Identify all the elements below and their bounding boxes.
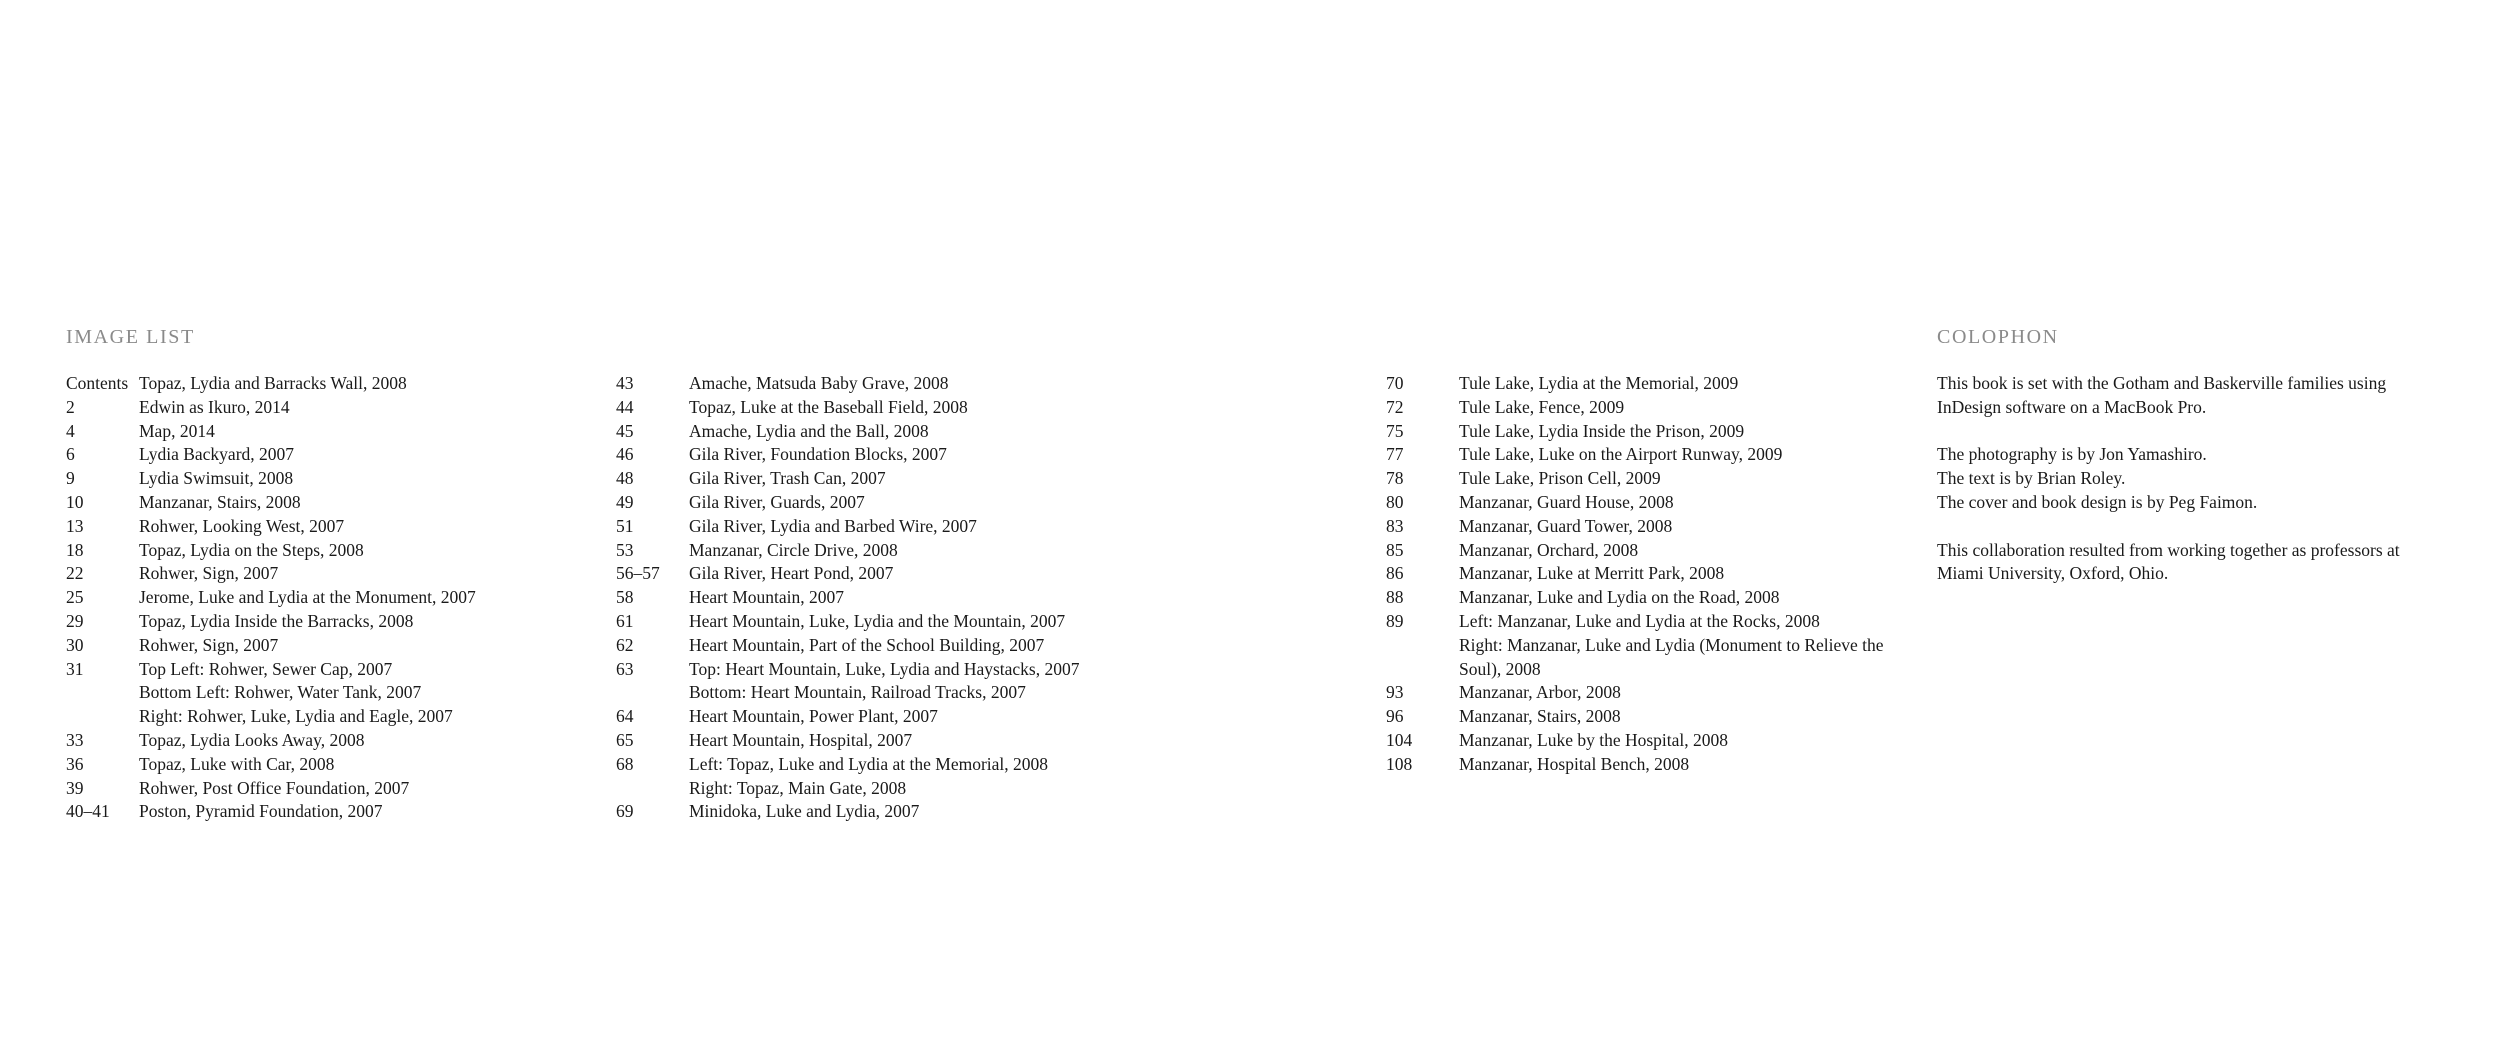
image-list-entry — [616, 539, 1080, 563]
page-number: 13 — [66, 515, 84, 536]
image-title: Jerome, Luke and Lydia at the Monument, 2007 — [139, 587, 476, 608]
image-title: Gila River, Foundation Blocks, 2007 — [689, 444, 947, 465]
image-list-entry — [616, 753, 1080, 801]
image-list-entry — [1386, 705, 1889, 729]
image-list-entry — [616, 705, 1080, 729]
image-title: Manzanar, Stairs, 2008 — [1459, 706, 1621, 727]
image-list-entry — [616, 443, 1080, 467]
image-titles — [1459, 372, 1889, 396]
page-number: 53 — [616, 539, 634, 560]
page-number: 80 — [1386, 491, 1404, 512]
image-list-entry — [1386, 610, 1889, 681]
image-titles — [689, 515, 977, 539]
image-title: Poston, Pyramid Foundation, 2007 — [139, 801, 383, 822]
page-number: 39 — [66, 777, 84, 798]
image-titles — [1459, 610, 1889, 681]
image-titles — [689, 753, 1048, 801]
image-title: Gila River, Guards, 2007 — [689, 491, 865, 512]
image-list-entry — [66, 443, 476, 467]
image-title: Manzanar, Stairs, 2008 — [139, 491, 301, 512]
image-title: Topaz, Lydia on the Steps, 2008 — [139, 539, 364, 560]
image-list-entry — [616, 586, 1080, 610]
image-title: Topaz, Luke at the Baseball Field, 2008 — [689, 396, 968, 417]
page-number: 33 — [66, 729, 84, 750]
image-title: Manzanar, Arbor, 2008 — [1459, 682, 1621, 703]
colophon-line: Miami University, Oxford, Ohio. — [1937, 563, 2169, 584]
page-number: 86 — [1386, 563, 1404, 584]
image-list-entry — [616, 467, 1080, 491]
image-titles — [139, 491, 301, 515]
image-titles — [689, 658, 1080, 706]
image-list-entry — [66, 372, 476, 396]
page-number: 43 — [616, 373, 634, 393]
image-titles — [139, 610, 413, 634]
page-number: 85 — [1386, 539, 1404, 560]
page-number: 104 — [1386, 729, 1413, 750]
page-number: 88 — [1386, 587, 1404, 608]
page-number: 44 — [616, 396, 634, 417]
image-title: Bottom: Heart Mountain, Railroad Tracks, 2007 — [689, 682, 1026, 703]
image-title: Top Left: Rohwer, Sewer Cap, 2007 — [139, 658, 393, 679]
image-list-entry — [616, 800, 1080, 824]
image-title: Edwin as Ikuro, 2014 — [139, 396, 290, 417]
image-titles — [689, 491, 865, 515]
image-titles — [1459, 586, 1889, 610]
image-title: Gila River, Heart Pond, 2007 — [689, 563, 894, 584]
image-titles — [139, 372, 407, 396]
image-titles — [139, 562, 278, 586]
image-list-entry — [1386, 562, 1889, 586]
image-list-column-2 — [616, 372, 1080, 824]
image-list-entry — [1386, 586, 1889, 610]
image-titles — [1459, 681, 1889, 705]
image-list-entry — [1386, 372, 1889, 396]
page-number: 70 — [1386, 373, 1404, 393]
image-title: Rohwer, Sign, 2007 — [139, 634, 279, 655]
image-list-entry — [1386, 729, 1889, 753]
page-number: 36 — [66, 753, 84, 774]
page-number: 64 — [616, 706, 634, 727]
page-number: 72 — [1386, 396, 1404, 417]
image-title: Tule Lake, Lydia at the Memorial, 2009 — [1459, 373, 1739, 393]
image-titles — [139, 800, 383, 824]
image-title: Amache, Lydia and the Ball, 2008 — [689, 420, 929, 441]
image-list-column-3 — [1386, 372, 1889, 777]
colophon-line: This book is set with the Gotham and Baskerville families using — [1937, 373, 2387, 393]
image-title: Rohwer, Sign, 2007 — [139, 563, 279, 584]
image-list-entry — [1386, 681, 1889, 705]
image-list-entry — [66, 658, 476, 729]
image-list-entry — [616, 420, 1080, 444]
image-list-entry — [616, 515, 1080, 539]
image-titles — [139, 753, 334, 777]
image-title: Amache, Matsuda Baby Grave, 2008 — [689, 373, 949, 393]
page-number: 10 — [66, 491, 84, 512]
colophon-line: The text is by Brian Roley. — [1937, 468, 2126, 489]
image-title: Manzanar, Luke and Lydia on the Road, 2008 — [1459, 587, 1780, 608]
image-title: Heart Mountain, 2007 — [689, 587, 845, 608]
image-list-entry — [1386, 753, 1889, 777]
image-title: Manzanar, Luke by the Hospital, 2008 — [1459, 729, 1729, 750]
image-list-entry — [66, 420, 476, 444]
page-number: 6 — [66, 444, 75, 465]
image-title: Topaz, Lydia Looks Away, 2008 — [139, 729, 365, 750]
image-list-entry — [1386, 443, 1889, 467]
image-titles — [139, 443, 294, 467]
image-title: Right: Topaz, Main Gate, 2008 — [689, 777, 907, 798]
image-titles — [139, 467, 293, 491]
image-title: Heart Mountain, Luke, Lydia and the Mountain, 2007 — [689, 610, 1066, 631]
image-list-entry — [66, 800, 476, 824]
page-number: 83 — [1386, 515, 1404, 536]
page-number: 61 — [616, 610, 634, 631]
page-number: 96 — [1386, 706, 1404, 727]
image-list-entry — [616, 562, 1080, 586]
image-list-entry — [66, 610, 476, 634]
colophon-line: The photography is by Jon Yamashiro. — [1937, 444, 2207, 465]
image-titles — [1459, 539, 1889, 563]
image-list-entry — [66, 539, 476, 563]
page-number: 9 — [66, 468, 75, 489]
page-number: 89 — [1386, 610, 1404, 631]
image-titles — [689, 396, 968, 420]
image-titles — [689, 420, 929, 444]
colophon-paragraph — [1937, 539, 2457, 587]
colophon-line: InDesign software on a MacBook Pro. — [1937, 396, 2207, 417]
image-title: Manzanar, Circle Drive, 2008 — [689, 539, 898, 560]
image-titles — [689, 443, 947, 467]
image-list-entry — [66, 515, 476, 539]
image-list-entry — [1386, 467, 1889, 491]
colophon-heading: COLOPHON — [1937, 326, 2059, 348]
image-title: Heart Mountain, Hospital, 2007 — [689, 729, 913, 750]
page-number: 18 — [66, 539, 84, 560]
image-title: Manzanar, Orchard, 2008 — [1459, 539, 1639, 560]
image-list-entry — [616, 396, 1080, 420]
image-title: Heart Mountain, Power Plant, 2007 — [689, 706, 938, 727]
colophon-paragraph — [1937, 372, 2457, 420]
image-list-entry — [616, 658, 1080, 706]
image-titles — [139, 777, 409, 801]
colophon-paragraph — [1937, 443, 2457, 514]
image-title: Bottom Left: Rohwer, Water Tank, 2007 — [139, 682, 422, 703]
image-list-entry — [1386, 539, 1889, 563]
image-list-heading: IMAGE LIST — [66, 326, 195, 348]
page-number: Contents — [66, 373, 129, 393]
image-title: Left: Manzanar, Luke and Lydia at the Rocks, 2008 — [1459, 610, 1820, 631]
page-number: 75 — [1386, 420, 1404, 441]
image-list-entry — [616, 729, 1080, 753]
page-number: 45 — [616, 420, 634, 441]
image-list-entry — [66, 586, 476, 610]
image-list-column-1 — [66, 372, 476, 824]
image-titles — [1459, 515, 1889, 539]
image-list-entry — [616, 372, 1080, 396]
image-list-entry — [616, 634, 1080, 658]
page-number: 22 — [66, 563, 84, 584]
image-title: Map, 2014 — [139, 420, 215, 441]
image-list-entry — [66, 396, 476, 420]
image-titles — [1459, 562, 1889, 586]
page-number: 40–41 — [66, 801, 110, 822]
image-title: Tule Lake, Fence, 2009 — [1459, 396, 1625, 417]
image-titles — [689, 372, 949, 396]
colophon-body — [1937, 372, 2457, 610]
image-titles — [139, 658, 453, 729]
page-number: 51 — [616, 515, 634, 536]
image-titles — [139, 586, 476, 610]
image-titles — [139, 396, 290, 420]
page-number: 4 — [66, 420, 75, 441]
image-title: Manzanar, Guard Tower, 2008 — [1459, 515, 1673, 536]
image-titles — [139, 420, 215, 444]
image-titles — [689, 467, 886, 491]
image-list-entry — [1386, 420, 1889, 444]
image-titles — [1459, 443, 1889, 467]
page-number: 78 — [1386, 468, 1404, 489]
image-titles — [1459, 705, 1889, 729]
image-list-entry — [1386, 396, 1889, 420]
image-list-entry — [616, 610, 1080, 634]
page-number: 93 — [1386, 682, 1404, 703]
image-title: Manzanar, Hospital Bench, 2008 — [1459, 753, 1690, 774]
image-list-entry — [66, 729, 476, 753]
image-titles — [1459, 467, 1889, 491]
image-title: Right: Rohwer, Luke, Lydia and Eagle, 2007 — [139, 706, 453, 727]
colophon-line: This collaboration resulted from working together as professors at — [1937, 539, 2400, 560]
image-title: Lydia Swimsuit, 2008 — [139, 468, 294, 489]
image-list-entry — [66, 634, 476, 658]
page-number: 2 — [66, 396, 75, 417]
image-title: Rohwer, Looking West, 2007 — [139, 515, 345, 536]
image-title: Left: Topaz, Luke and Lydia at the Memorial, 2008 — [689, 753, 1049, 774]
page-number: 46 — [616, 444, 634, 465]
image-list-entry — [66, 777, 476, 801]
image-titles — [139, 539, 364, 563]
image-list-entry — [1386, 515, 1889, 539]
image-titles — [1459, 396, 1889, 420]
image-list-entry — [616, 491, 1080, 515]
page-number: 30 — [66, 634, 84, 655]
page-number: 48 — [616, 468, 634, 489]
image-titles — [139, 515, 344, 539]
page-number: 29 — [66, 610, 84, 631]
page-number: 31 — [66, 658, 84, 679]
image-title: Tule Lake, Prison Cell, 2009 — [1459, 468, 1661, 489]
page-number: 49 — [616, 491, 634, 512]
page-number: 77 — [1386, 444, 1404, 465]
image-titles — [689, 562, 893, 586]
image-titles — [689, 634, 1044, 658]
image-list-entry — [66, 491, 476, 515]
image-title: Right: Manzanar, Luke and Lydia (Monument to Relieve the Soul), 2008 — [1459, 634, 1884, 679]
image-titles — [1459, 491, 1889, 515]
page-number: 25 — [66, 587, 84, 608]
image-title: Manzanar, Guard House, 2008 — [1459, 491, 1674, 512]
image-title: Heart Mountain, Part of the School Building, 2007 — [689, 634, 1045, 655]
image-list-entry — [1386, 491, 1889, 515]
page-number: 63 — [616, 658, 634, 679]
image-title: Lydia Backyard, 2007 — [139, 444, 295, 465]
page-number: 56–57 — [616, 563, 660, 584]
page-number: 68 — [616, 753, 634, 774]
image-titles — [689, 705, 938, 729]
image-title: Tule Lake, Luke on the Airport Runway, 2009 — [1459, 444, 1783, 465]
image-title: Topaz, Luke with Car, 2008 — [139, 753, 335, 774]
image-titles — [139, 729, 364, 753]
image-title: Gila River, Trash Can, 2007 — [689, 468, 886, 489]
image-title: Topaz, Lydia and Barracks Wall, 2008 — [139, 373, 407, 393]
image-titles — [1459, 420, 1889, 444]
page-number: 108 — [1386, 753, 1413, 774]
image-titles — [689, 729, 912, 753]
image-title: Gila River, Lydia and Barbed Wire, 2007 — [689, 515, 977, 536]
image-title: Minidoka, Luke and Lydia, 2007 — [689, 801, 920, 822]
image-titles — [689, 610, 1065, 634]
image-list-entry — [66, 562, 476, 586]
page-number: 65 — [616, 729, 634, 750]
image-title: Top: Heart Mountain, Luke, Lydia and Haystacks, 2007 — [689, 658, 1080, 679]
image-title: Tule Lake, Lydia Inside the Prison, 2009 — [1459, 420, 1745, 441]
page-number: 69 — [616, 801, 634, 822]
image-list-entry — [66, 467, 476, 491]
image-titles — [689, 586, 844, 610]
image-titles — [139, 634, 278, 658]
image-list-entry — [66, 753, 476, 777]
page-number: 58 — [616, 587, 634, 608]
image-title: Manzanar, Luke at Merritt Park, 2008 — [1459, 563, 1725, 584]
image-titles — [689, 800, 919, 824]
image-titles — [1459, 753, 1889, 777]
image-title: Topaz, Lydia Inside the Barracks, 2008 — [139, 610, 414, 631]
image-title: Rohwer, Post Office Foundation, 2007 — [139, 777, 410, 798]
image-titles — [1459, 729, 1889, 753]
page-number: 62 — [616, 634, 634, 655]
image-titles — [689, 539, 898, 563]
colophon-line: The cover and book design is by Peg Faimon. — [1937, 491, 2258, 512]
